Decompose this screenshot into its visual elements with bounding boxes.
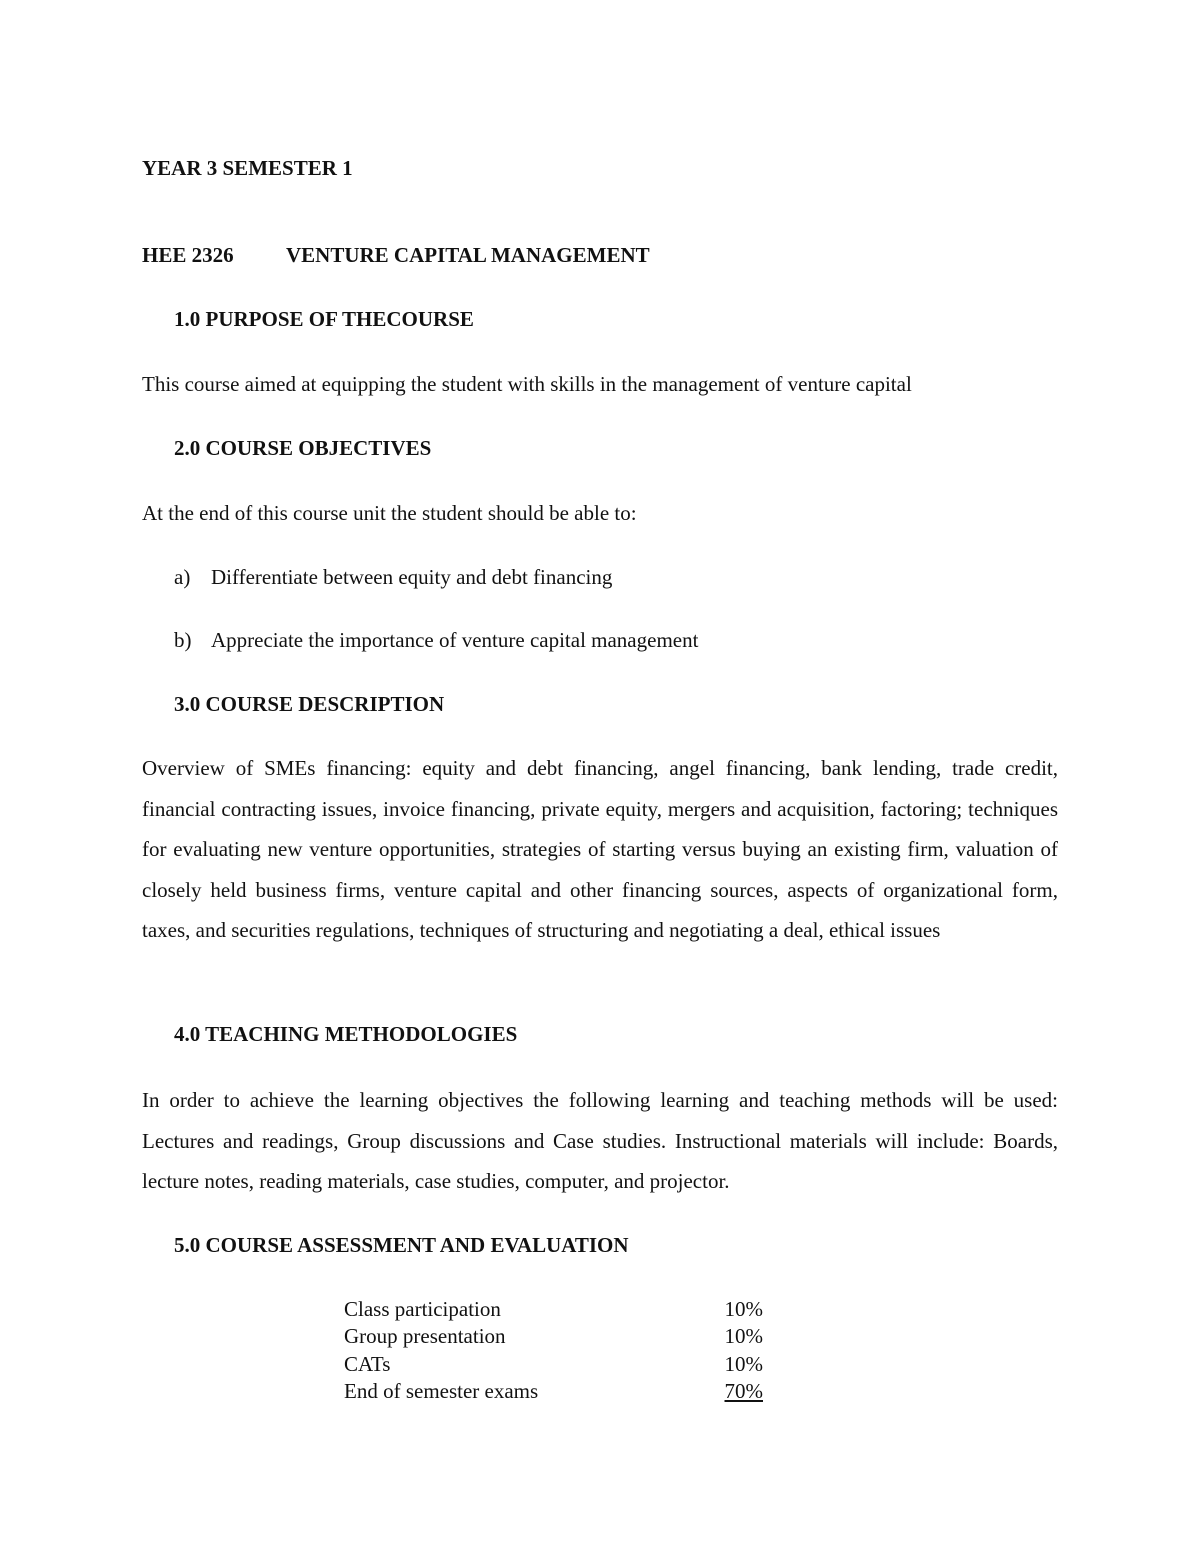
assessment-label: Group presentation	[344, 1324, 506, 1348]
assessment-value: 10%	[724, 1297, 763, 1321]
objective-text-a: Differentiate between equity and debt financing	[211, 565, 613, 589]
assessment-label: End of semester exams	[344, 1379, 539, 1403]
assessment-value: 10%	[724, 1324, 763, 1348]
description-text: Overview of SMEs financing: equity and debt financing, angel financing, bank lending, trade credit, financial contracting issues, invoice financing, private equity, mergers and acquisition, factoring; techniques for evaluating new venture opportunities, strategies of starting versus buying an existing firm, valuation of closely held business firms, venture capital and other financing sources, aspects of organizational form, taxes, and securities regulations, techniques of structuring and negotiating a deal, ethical issues	[142, 756, 1058, 942]
course-title: VENTURE CAPITAL MANAGEMENT	[286, 243, 650, 267]
assessment-label: CATs	[344, 1352, 391, 1376]
objectives-intro: At the end of this course unit the student should be able to:	[142, 501, 637, 525]
objective-text-b: Appreciate the importance of venture capital management	[211, 628, 699, 652]
objectives-heading: 2.0 COURSE OBJECTIVES	[174, 436, 432, 460]
assessment-heading: 5.0 COURSE ASSESSMENT AND EVALUATION	[174, 1233, 629, 1257]
year-semester-heading: YEAR 3 SEMESTER 1	[142, 156, 353, 180]
objective-marker-b: b)	[174, 628, 192, 652]
assessment-value: 10%	[724, 1352, 763, 1376]
assessment-value-total: 70%	[724, 1379, 763, 1403]
purpose-text: This course aimed at equipping the student with skills in the management of venture capital	[142, 372, 912, 396]
assessment-label: Class participation	[344, 1297, 501, 1321]
teaching-heading: 4.0 TEACHING METHODOLOGIES	[174, 1022, 518, 1046]
objective-marker-a: a)	[174, 565, 191, 589]
description-heading: 3.0 COURSE DESCRIPTION	[174, 692, 445, 716]
course-code: HEE 2326	[142, 243, 234, 267]
purpose-heading: 1.0 PURPOSE OF THECOURSE	[174, 307, 474, 331]
teaching-text: In order to achieve the learning objectives the following learning and teaching methods will be used: Lectures and readings, Group discussions and Case studies. Instructional materials will include: Boards, lecture notes, reading materials, case studies, computer, and projector.	[142, 1088, 1058, 1193]
